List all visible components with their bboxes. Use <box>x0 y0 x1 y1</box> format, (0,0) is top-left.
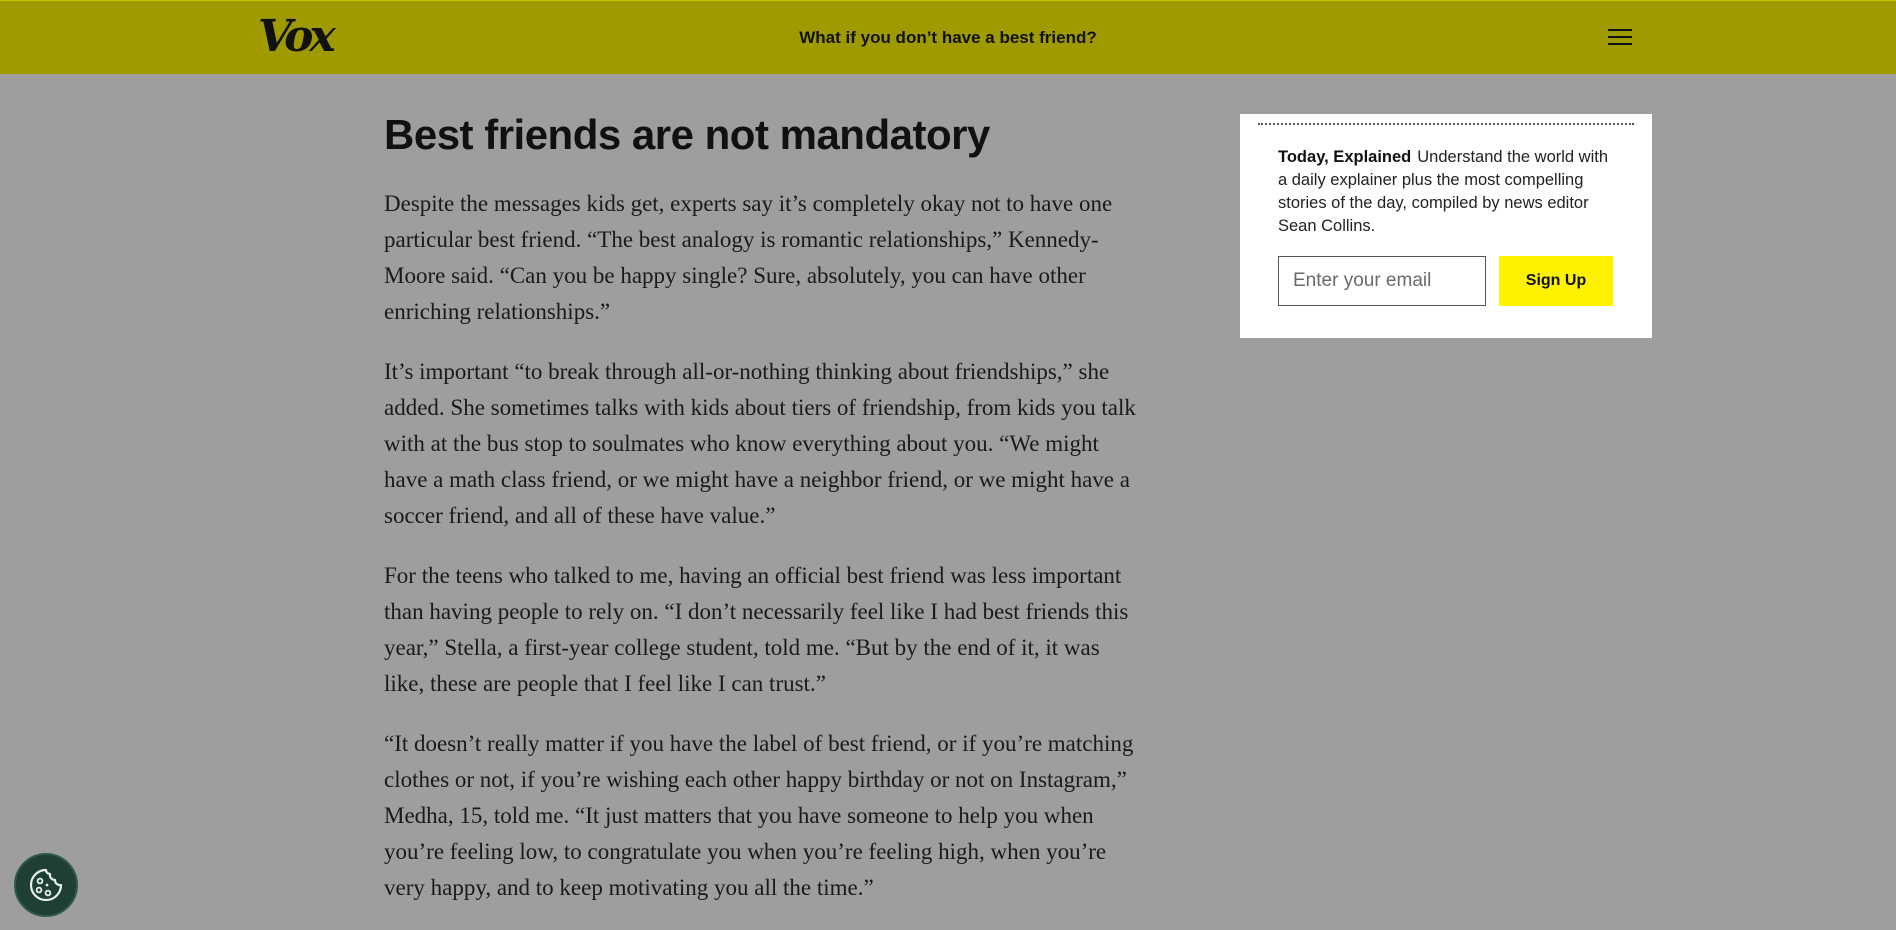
sign-up-button[interactable]: Sign Up <box>1499 256 1613 306</box>
article-paragraph: Despite the messages kids get, experts say it’s completely okay not to have one particular best friend. “The best analogy is romantic relationships,” Kennedy-Moore said. “Can you be happy single? Sure, absolutely, you can have other enriching relationships.” <box>384 191 1113 325</box>
newsletter-form <box>1278 256 1613 306</box>
article-body <box>384 110 1144 930</box>
cookie-settings-button[interactable] <box>14 853 78 917</box>
article-paragraph: For the teens who talked to me, having an official best friend was less important than having people to rely on. “I don’t necessarily feel like I had best friends this year,” Stella, a first-year college student, told me. “But by the end of it, it was like, these are people that I feel like I can trust.” <box>384 563 1129 697</box>
article-paragraph: “It doesn’t really matter if you have the label of best friend, or if you’re matching clothes or not, if you’re wishing each other happy birthday or not on Instagram,” Medha, 15, told me. “It just matters that you have someone to help you when you’re feeling low, to congratulate you when you’re feeling high, when you’re very happy, and to keep motivating you all the time.” <box>384 731 1134 901</box>
email-field[interactable] <box>1278 256 1486 306</box>
newsletter-blurb <box>1278 146 1614 238</box>
hamburger-menu-icon[interactable] <box>1608 29 1632 47</box>
header-article-title: What if you don’t have a best friend? <box>799 28 1097 47</box>
dotted-divider <box>1258 123 1634 125</box>
newsletter-name: Today, Explained <box>1278 148 1412 166</box>
cookie-icon <box>28 867 64 903</box>
section-headline: Best friends are not mandatory <box>384 111 990 158</box>
article-paragraph: It’s important “to break through all-or-nothing thinking about friendships,” she added. She sometimes talks with kids about tiers of friendship, from kids you talk with at the bus stop to soulmates who know everything about you. “We might have a math class friend, or we might have a neighbor friend, or we might have a soccer friend, and all of these have value.” <box>384 359 1136 529</box>
newsletter-signup-box <box>1240 114 1652 338</box>
newsletter-description: Understand the world with a daily explainer plus the most compelling stories of the day, compiled by news editor Sean Collins. <box>1278 148 1609 235</box>
site-header <box>0 0 1896 74</box>
vox-logo[interactable]: Vox <box>258 11 332 62</box>
